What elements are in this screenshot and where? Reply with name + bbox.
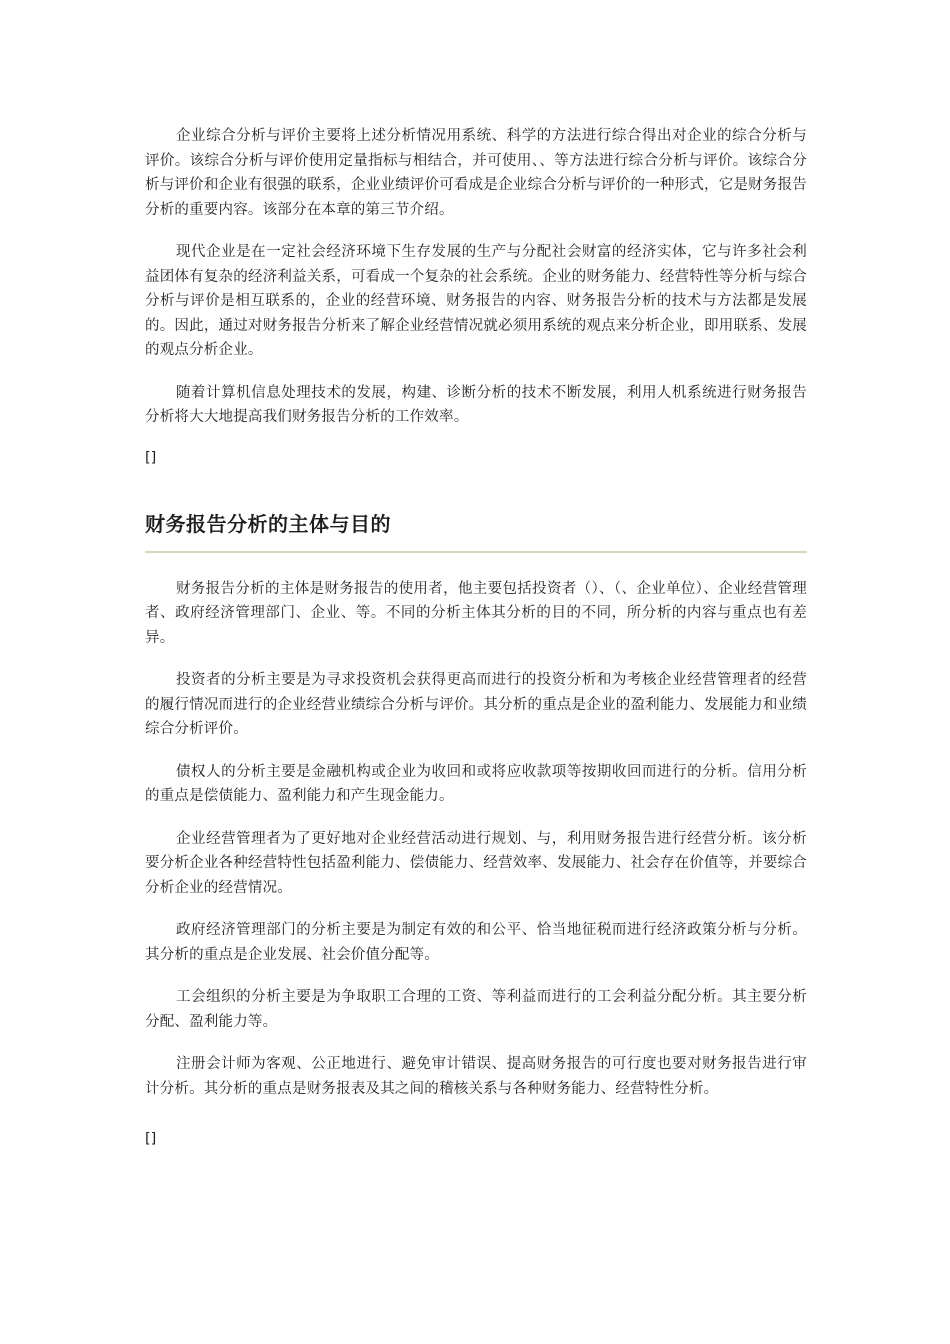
- paragraph: 企业经营管理者为了更好地对企业经营活动进行规划、与，利用财务报告进行经营分析。该分析要分析企业各种经营特性包括盈利能力、偿债能力、经营效率、发展能力、社会存在价值等，并要综合分析企业的经营情况。: [145, 830, 807, 896]
- paragraph: 财务报告分析的主体是财务报告的使用者，他主要包括投资者（）、（、企业单位）、企业经营管理者、政府经济管理部门、企业、等。不同的分析主体其分析的目的不同，所分析的内容与重点也有差异。: [145, 580, 807, 646]
- section-heading: 财务报告分析的主体与目的: [145, 511, 391, 536]
- paragraph: 注册会计师为客观、公正地进行、避免审计错误、提高财务报告的可行度也要对财务报告进行审计分析。其分析的重点是财务报表及其之间的稽核关系与各种财务能力、经营特性分析。: [145, 1056, 807, 1097]
- paragraph: 政府经济管理部门的分析主要是为制定有效的和公平、恰当地征税而进行经济政策分析与分析。其分析的重点是企业发展、社会价值分配等。: [145, 922, 807, 963]
- paragraph: 投资者的分析主要是为寻求投资机会获得更高而进行的投资分析和为考核企业经营管理者的经营的履行情况而进行的企业经营业绩综合分析与评价。其分析的重点是企业的盈利能力、发展能力和业绩综合分析评价。: [145, 672, 807, 737]
- paragraph: 随着计算机信息处理技术的发展，构建、诊断分析的技术不断发展，利用人机系统进行财务报告分析将大大地提高我们财务报告分析的工作效率。: [145, 384, 807, 425]
- document-page: [145, 124, 807, 1149]
- paragraph: 现代企业是在一定社会经济环境下生存发展的生产与分配社会财富的经济实体，它与许多社会利益团体有复杂的经济利益关系，可看成一个复杂的社会系统。企业的财务能力、经营特性等分析与综合分析与评价是相互联系的，企业的经营环境、财务报告的内容、财务报告分析的技术与方法都是发展的。因此，通过对财务报告分析来了解企业经营情况就必须用系统的观点来分析企业，即用联系、发展的观点分析企业。: [145, 244, 807, 358]
- paragraph: 企业综合分析与评价主要将上述分析情况用系统、科学的方法进行综合得出对企业的综合分析与评价。该综合分析与评价使用定量指标与相结合，并可使用、、等方法进行综合分析与评价。该综合分析与评价和企业有很强的联系，企业业绩评价可看成是企业综合分析与评价的一种形式，它是财务报告分析的重要内容。该部分在本章的第三节介绍。: [145, 128, 807, 218]
- placeholder-marker: []: [145, 449, 157, 466]
- placeholder-marker: []: [145, 1131, 157, 1147]
- heading-divider: [145, 551, 807, 553]
- paragraph: 债权人的分析主要是金融机构或企业为收回和或将应收款项等按期收回而进行的分析。信用分析的重点是偿债能力、盈利能力和产生现金能力。: [145, 763, 807, 804]
- paragraph: 工会组织的分析主要是为争取职工合理的工资、等利益而进行的工会利益分配分析。其主要分析分配、盈利能力等。: [145, 989, 807, 1030]
